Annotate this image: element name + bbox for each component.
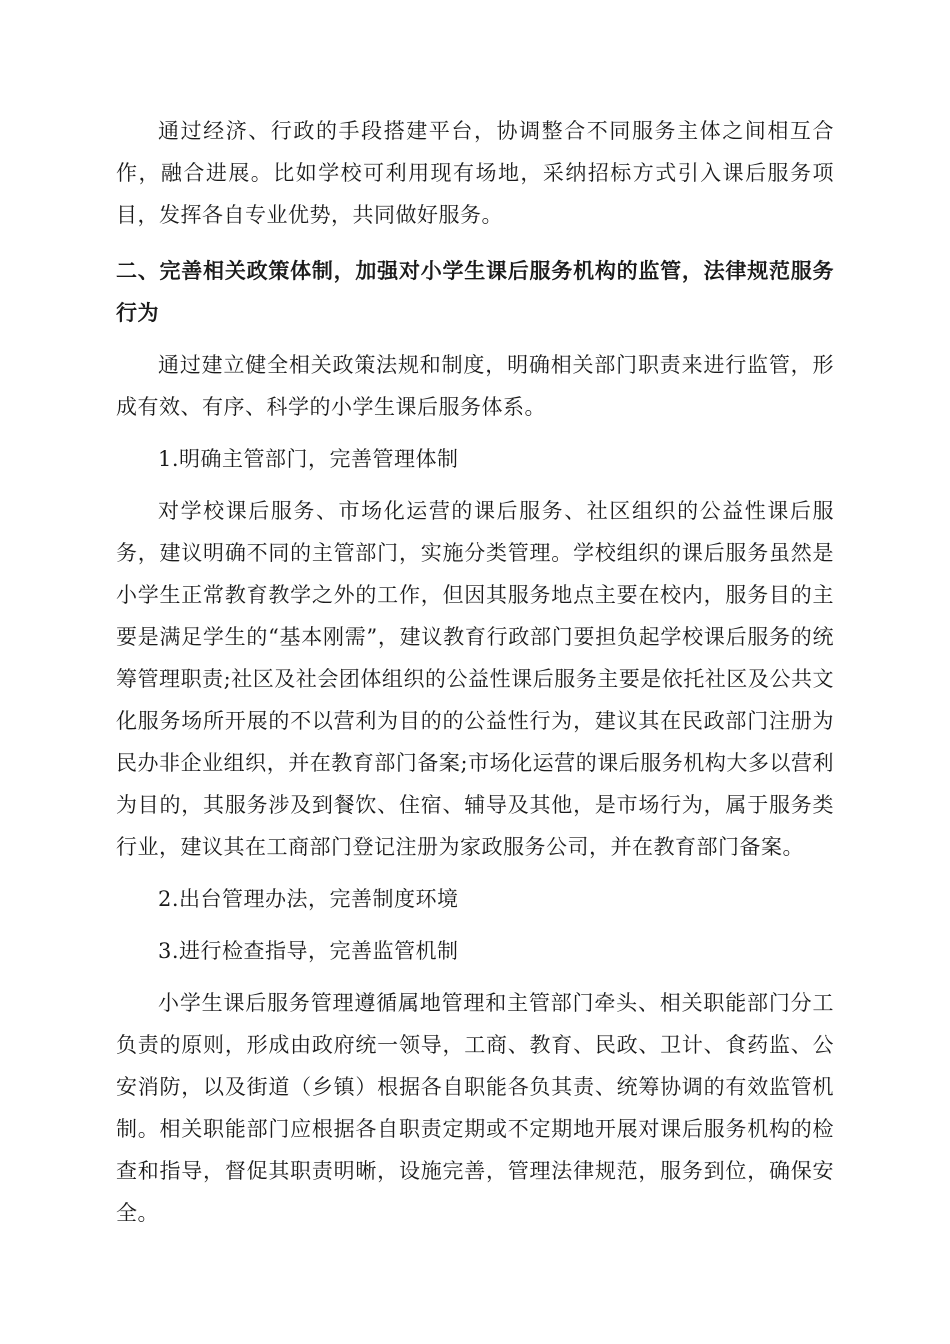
paragraph-supervision: 小学生课后服务管理遵循属地管理和主管部门牵头、相关职能部门分工负责的原则，形成由政府统一领导，工商、教育、民政、卫计、食药监、公安消防，以及街道（乡镇）根据各自职能各负其责、统筹协调的有效监管机制。相关职能部门应根据各自职责定期或不定期地开展对课后服务机构的检查和指导，督促其职责明晰，设施完善，管理法律规范，服务到位，确保安全。 bbox=[116, 991, 834, 1225]
spacer bbox=[116, 480, 834, 490]
subheading-3: 3.进行检查指导，完善监管机制 bbox=[158, 939, 459, 963]
spacer bbox=[116, 920, 834, 930]
spacer bbox=[116, 334, 834, 344]
spacer bbox=[116, 236, 834, 250]
section-heading-2: 二、完善相关政策体制，加强对小学生课后服务机构的监管，法律规范服务行为 bbox=[116, 259, 834, 325]
subheading-2: 2.出台管理办法，完善制度环境 bbox=[158, 887, 459, 911]
spacer bbox=[116, 868, 834, 878]
paragraph-platform: 通过经济、行政的手段搭建平台，协调整合不同服务主体之间相互合作，融合进展。比如学校可利用现有场地，采纳招标方式引入课后服务项目，发挥各自专业优势，共同做好服务。 bbox=[116, 119, 834, 227]
spacer bbox=[116, 972, 834, 982]
subheading-1: 1.明确主管部门，完善管理体制 bbox=[158, 447, 459, 471]
spacer bbox=[116, 428, 834, 438]
document-body bbox=[116, 110, 834, 1234]
paragraph-management: 对学校课后服务、市场化运营的课后服务、社区组织的公益性课后服务，建议明确不同的主管部门，实施分类管理。学校组织的课后服务虽然是小学生正常教育教学之外的工作，但因其服务地点主要在校内，服务目的主要是满足学生的“基本刚需”，建议教育行政部门要担负起学校课后服务的统筹管理职责;社区及社会团体组织的公益性课后服务主要是依托社区及公共文化服务场所开展的不以营利为目的的公益性行为，建议其在民政部门注册为民办非企业组织，并在教育部门备案;市场化运营的课后服务机构大多以营利为目的，其服务涉及到餐饮、住宿、辅导及其他，是市场行为，属于服务类行业，建议其在工商部门登记注册为家政服务公司，并在教育部门备案。 bbox=[116, 499, 834, 859]
paragraph-regulation: 通过建立健全相关政策法规和制度，明确相关部门职责来进行监管，形成有效、有序、科学的小学生课后服务体系。 bbox=[116, 353, 834, 419]
